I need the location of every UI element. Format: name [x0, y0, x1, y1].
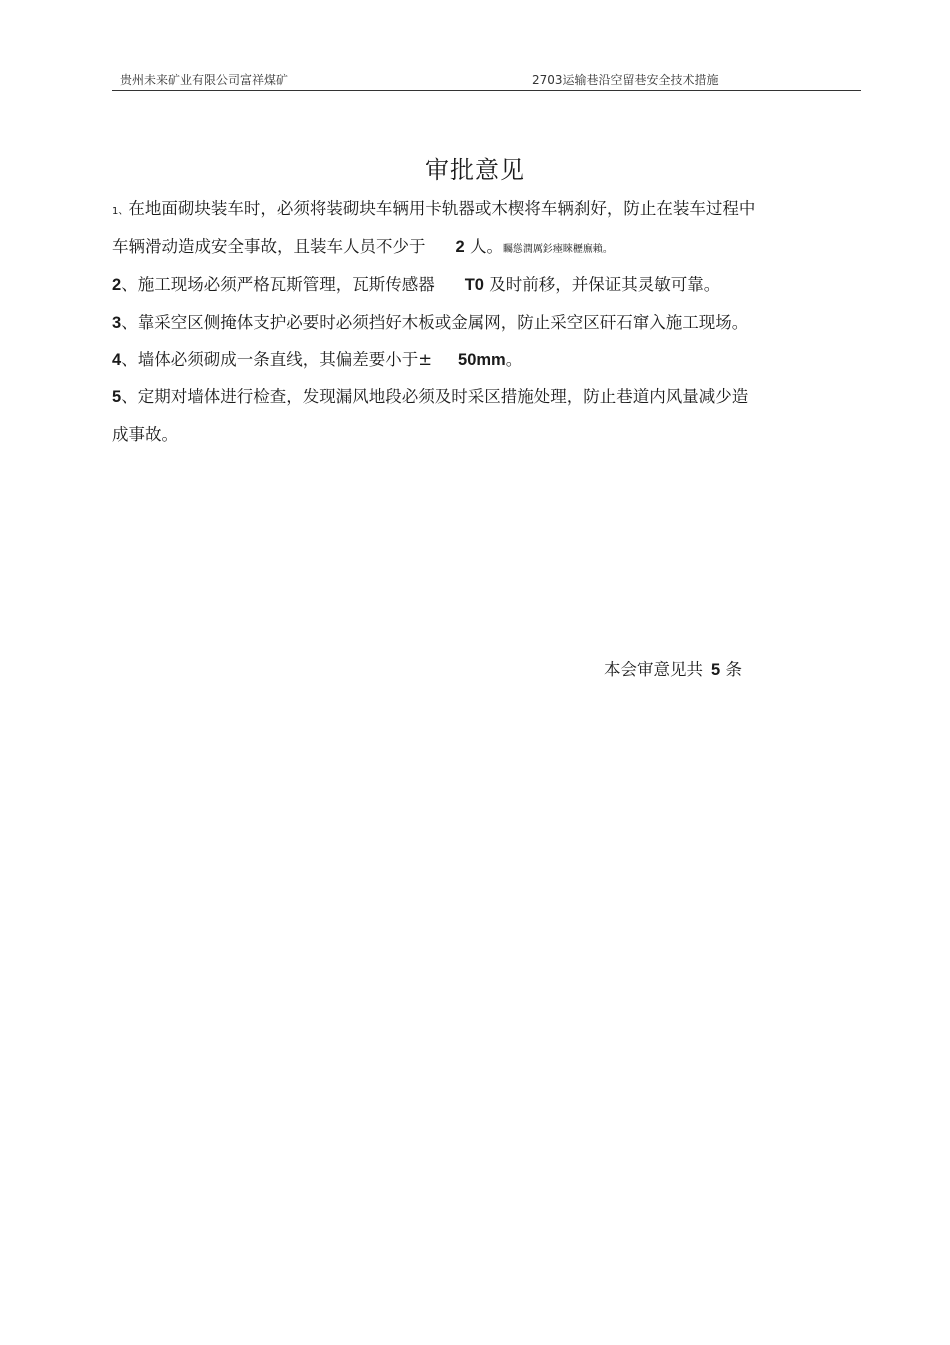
item-5-number: 5 — [112, 388, 122, 406]
approval-summary — [604, 659, 742, 681]
item-1-number: 1 — [112, 206, 119, 217]
item-2-text-a: 施工现场必须严格瓦斯管理，瓦斯传感器 — [137, 275, 435, 294]
header-company: 贵州未来矿业有限公司富祥煤矿 — [120, 73, 289, 87]
item-1-value: 2 — [455, 238, 465, 256]
item-5-text-a: 定期对墙体进行检查，发现漏风地段必须及时采区措施处理，防止巷道内风量减少造 — [137, 387, 749, 406]
item-1-garbled-text: 矚慫潤厲釤瘞睞櫪廡賴。 — [502, 244, 613, 255]
summary-count: 5 — [711, 661, 721, 679]
page-header — [112, 68, 861, 91]
item-3-number: 3 — [112, 314, 122, 332]
item-4-text-b: 。 — [505, 350, 523, 369]
item-3-separator: 、 — [121, 313, 138, 332]
item-4-separator: 、 — [121, 350, 138, 369]
item-2-separator: 、 — [121, 275, 138, 294]
item-2-text-b: 及时前移，并保证其灵敏可靠。 — [489, 275, 721, 294]
item-2-value: T0 — [464, 276, 484, 294]
item-1-separator: 、 — [118, 206, 129, 217]
header-document-title: 2703运输巷沿空留巷安全技术措施 — [532, 73, 719, 87]
item-4-value: 50mm — [458, 351, 506, 369]
item-5-separator: 、 — [121, 387, 138, 406]
item-4-text-a: 墙体必须砌成一条直线，其偏差要小于± — [137, 350, 433, 369]
item-1-line-2 — [112, 236, 613, 261]
page-title: 审批意见 — [425, 156, 525, 184]
item-3-text-a: 靠采空区侧掩体支护必要时必须挡好木板或金属网，防止采空区矸石窜入施工现场。 — [137, 313, 749, 332]
item-5-line-2 — [112, 424, 178, 446]
item-2-line — [112, 274, 720, 296]
item-2-number: 2 — [112, 276, 122, 294]
item-1-text-b: 车辆滑动造成安全事故，且装车人员不少于 — [112, 237, 426, 256]
item-3-line — [112, 312, 748, 334]
item-5-text-b: 成事故。 — [112, 425, 178, 444]
item-1-text-a: 在地面砌块装车时，必须将装砌块车辆用卡轨器或木楔将车辆刹好，防止在装车过程中 — [128, 199, 756, 218]
item-1-line-1 — [112, 198, 755, 223]
item-4-line — [112, 349, 522, 371]
summary-suffix: 条 — [725, 660, 742, 679]
item-5-line-1 — [112, 386, 748, 408]
item-1-text-c: 人。 — [469, 237, 503, 256]
item-4-number: 4 — [112, 351, 122, 369]
summary-prefix: 本会审意见共 — [604, 660, 703, 679]
